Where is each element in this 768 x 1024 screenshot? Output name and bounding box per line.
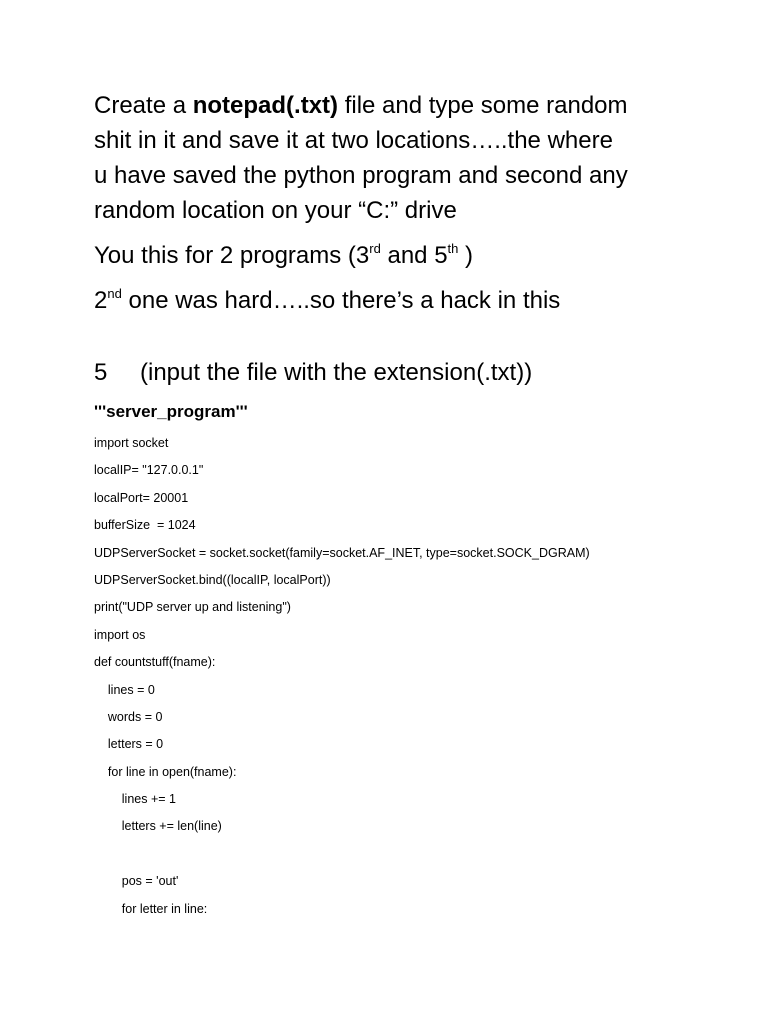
code-line: for line in open(fname): [94,764,237,779]
instruction-bold-text: notepad(.txt) [192,92,339,119]
code-line: localIP= "127.0.0.1" [94,463,204,478]
code-line: UDPServerSocket = socket.socket(family=socket.AF_INET, type=socket.SOCK_DGRAM) [94,545,590,560]
note-text: one was hard…..so there’s a hack in this [121,287,561,314]
code-line: letters += len(line) [94,819,222,834]
code-line: letters = 0 [94,737,164,752]
code-line: lines = 0 [94,682,155,697]
note-text: ) [458,242,474,269]
note-text: You this for 2 programs (3 [94,242,370,269]
code-line: words = 0 [94,709,163,724]
code-line: def countstuff(fname): [94,655,216,670]
ordinal-superscript: nd [107,286,122,301]
programs-note [94,238,473,273]
instruction-text: random location on your “C:” drive [94,197,457,224]
note-text: 2 [94,287,108,314]
code-title: '''server_program''' [94,402,248,421]
instruction-text: file and type some random [338,92,628,119]
ordinal-superscript: th [447,241,459,256]
code-line: localPort= 20001 [94,490,189,505]
code-line: UDPServerSocket.bind((localIP, localPort)) [94,572,331,587]
ordinal-superscript: rd [369,241,381,256]
code-block [94,433,590,926]
code-line [94,844,590,871]
instruction-text: shit in it and save it at two locations…..the where [94,127,613,154]
code-line: lines += 1 [94,792,176,807]
code-line: bufferSize = 1024 [94,518,196,533]
hack-note [94,283,560,318]
instruction-text: u have saved the python program and second any [94,162,628,189]
instruction-paragraph [94,88,628,228]
code-line: import os [94,627,146,642]
program-description: (input the file with the extension(.txt)) [140,359,533,386]
code-line: for letter in line: [94,901,208,916]
code-line: print("UDP server up and listening") [94,600,291,615]
note-text: and 5 [380,242,448,269]
instruction-text: Create a [94,92,193,119]
code-line: pos = 'out' [94,874,179,889]
program-5-heading [94,355,532,390]
program-number: 5 [94,359,108,386]
code-line: import socket [94,436,169,450]
